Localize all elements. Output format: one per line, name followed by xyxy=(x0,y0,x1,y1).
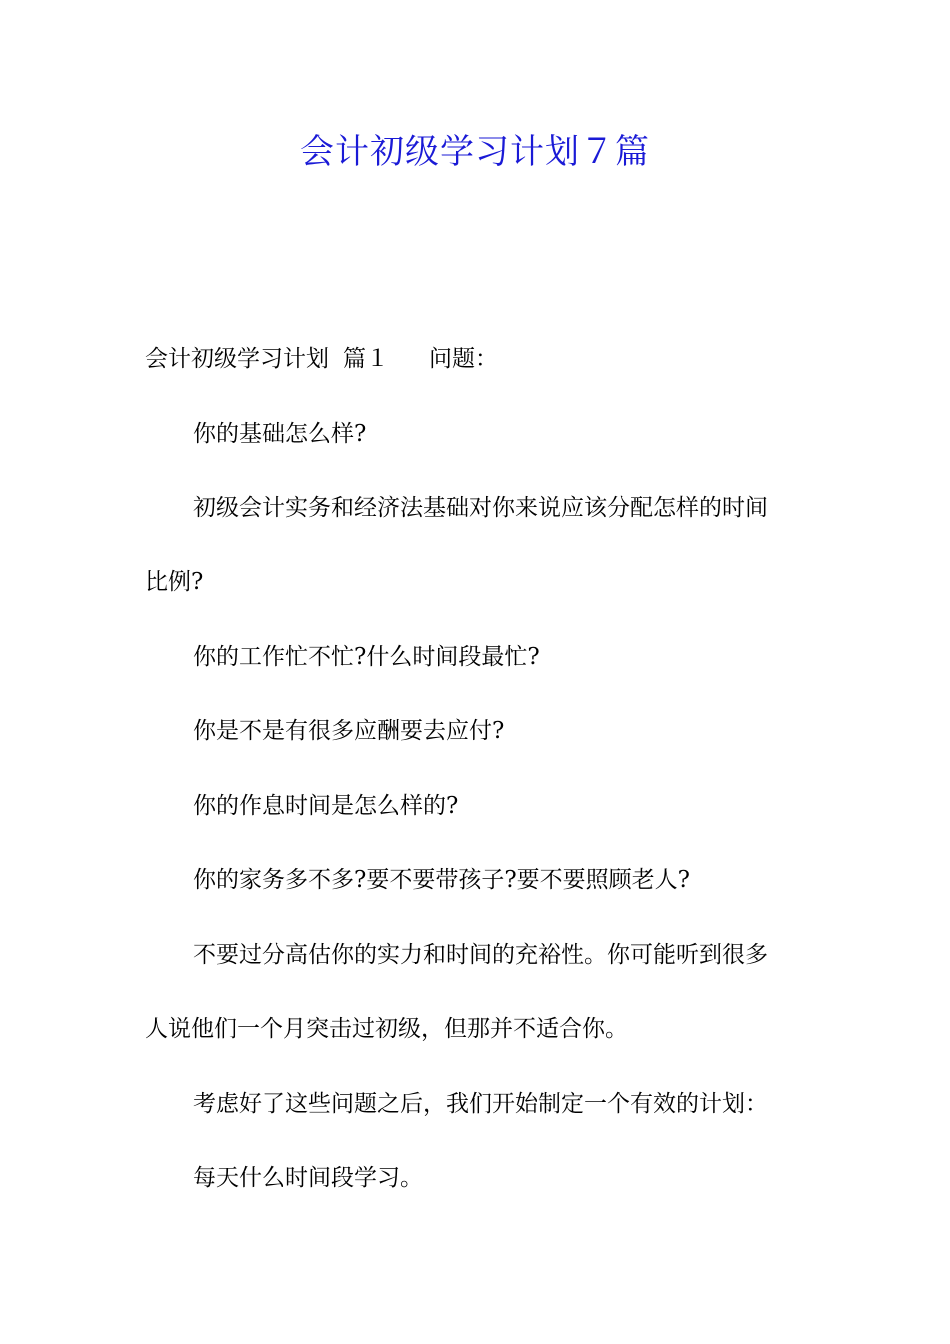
section-lead: 问题： xyxy=(429,346,498,372)
paragraph-line: 你的家务多不多?要不要带孩子?要不要照顾老人? xyxy=(193,867,690,893)
document-title: 会计初级学习计划７篇 xyxy=(300,132,650,172)
section-heading xyxy=(145,344,498,374)
paragraph-line: 比例? xyxy=(145,569,204,595)
paragraph-line: 你的作息时间是怎么样的? xyxy=(193,793,459,819)
paragraph-line: 初级会计实务和经济法基础对你来说应该分配怎样的时间 xyxy=(193,495,768,521)
paragraph-line: 不要过分高估你的实力和时间的充裕性。你可能听到很多 xyxy=(193,942,768,968)
paragraph-line: 每天什么时间段学习。 xyxy=(193,1165,423,1191)
paragraph-line: 你的工作忙不忙?什么时间段最忙? xyxy=(193,644,540,670)
paragraph-line: 考虑好了这些问题之后，我们开始制定一个有效的计划： xyxy=(193,1091,768,1117)
paragraph-line: 人说他们一个月突击过初级，但那并不适合你。 xyxy=(145,1016,628,1042)
section-heading-prefix: 会计初级学习计划 xyxy=(145,346,329,372)
section-number: 篇１ xyxy=(343,346,389,372)
paragraph-line: 你是不是有很多应酬要去应付? xyxy=(193,718,505,744)
paragraph-line: 你的基础怎么样? xyxy=(193,421,367,447)
